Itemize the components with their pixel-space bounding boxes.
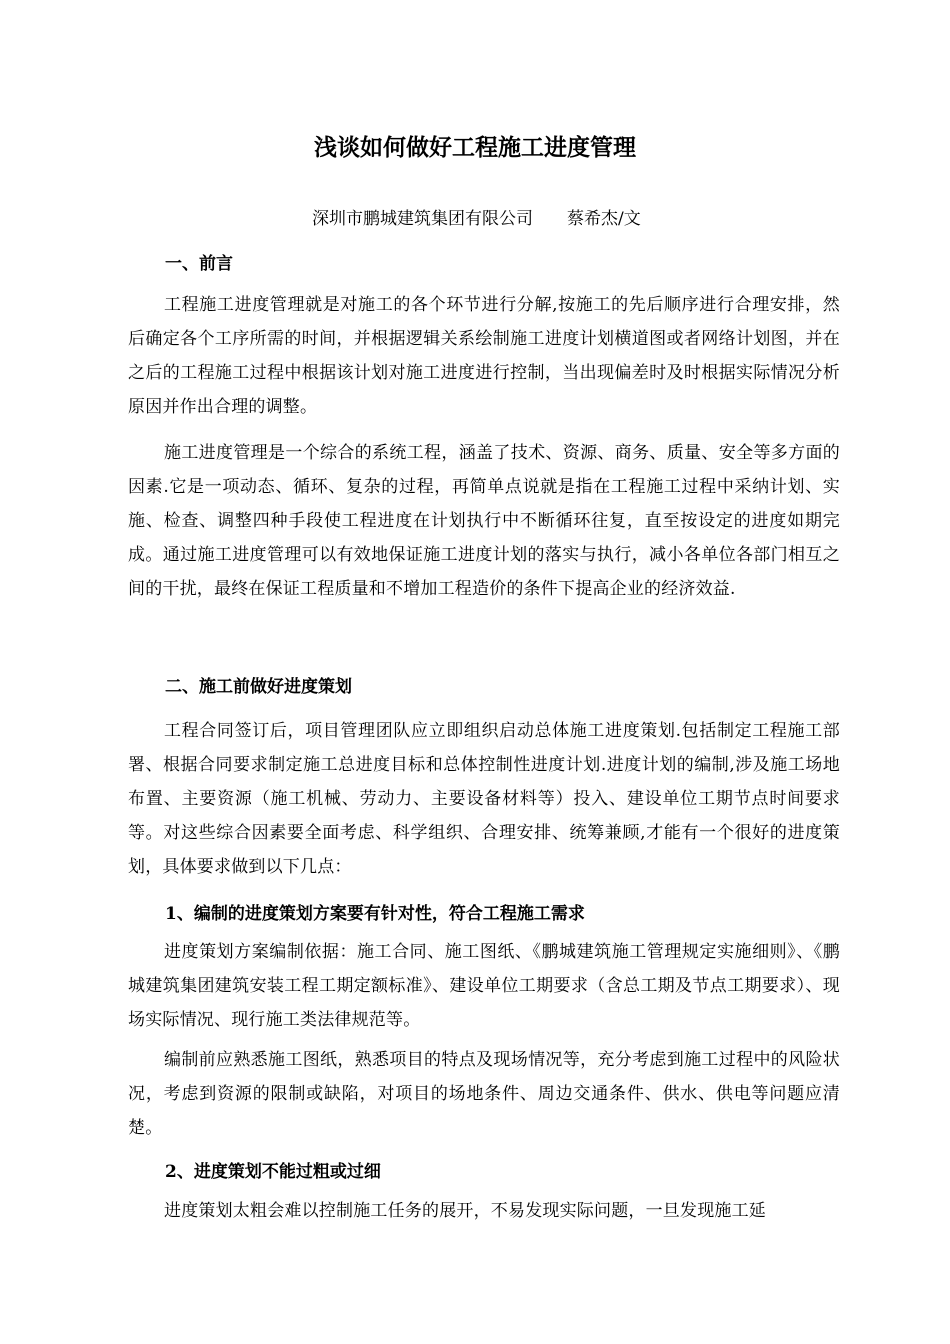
subsection-1-paragraph-1: 进度策划方案编制依据：施工合同、施工图纸、《鹏城建筑施工管理规定实施细则》、《鹏城建筑集团建筑安装工程工期定额标准》、建设单位工期要求（含总工期及节点工期要求）、现场实际情况、现行施工类法律规范等。 (128, 942, 840, 1030)
planning-paragraph-1: 工程合同签订后，项目管理团队应立即组织启动总体施工进度策划.包括制定工程施工部署、根据合同要求制定施工总进度目标和总体控制性进度计划.进度计划的编制,涉及施工场地布置、主要资源（施工机械、劳动力、主要设备材料等）投入、建设单位工期节点时间要求等。对这些综合因素要全面考虑、科学组织、合理安排、统筹兼顾,才能有一个很好的进度策划，具体要求做到以下几点： (128, 721, 840, 877)
document-title: 浅谈如何做好工程施工进度管理 (314, 134, 636, 161)
preface-paragraph-1: 工程施工进度管理就是对施工的各个环节进行分解,按施工的先后顺序进行合理安排，然后确定各个工序所需的时间，并根据逻辑关系绘制施工进度计划横道图或者网络计划图，并在之后的工程施工过程中根据该计划对施工进度进行控制，当出现偏差时及时根据实际情况分析原因并作出合理的调整。 (128, 295, 840, 417)
subsection-heading-1: 1、编制的进度策划方案要有针对性，符合工程施工需求 (165, 904, 585, 924)
section-heading-preface: 一、前言 (165, 254, 233, 274)
byline (312, 202, 641, 236)
preface-paragraph-2: 施工进度管理是一个综合的系统工程，涵盖了技术、资源、商务、质量、安全等多方面的因素.它是一项动态、循环、复杂的过程，再简单点说就是指在工程施工过程中采纳计划、实施、检查、调整四种手段使工程进度在计划执行中不断循环往复，直至按设定的进度如期完成。通过施工进度管理可以有效地保证施工进度计划的落实与执行，减小各单位各部门相互之间的干扰，最终在保证工程质量和不增加工程造价的条件下提高企业的经济效益. (128, 443, 840, 599)
byline-organization: 深圳市鹏城建筑集团有限公司 (312, 209, 533, 229)
byline-author: 蔡希杰/文 (567, 209, 641, 229)
subsection-heading-2: 2、进度策划不能过粗或过细 (165, 1162, 381, 1182)
subsection-1-paragraph-2: 编制前应熟悉施工图纸，熟悉项目的特点及现场情况等，充分考虑到施工过程中的风险状况，考虑到资源的限制或缺陷，对项目的场地条件、周边交通条件、供水、供电等问题应清楚。 (128, 1050, 840, 1138)
subsection-2-paragraph-1: 进度策划太粗会难以控制施工任务的展开，不易发现实际问题，一旦发现施工延 (164, 1201, 766, 1221)
section-heading-planning: 二、施工前做好进度策划 (165, 677, 352, 697)
